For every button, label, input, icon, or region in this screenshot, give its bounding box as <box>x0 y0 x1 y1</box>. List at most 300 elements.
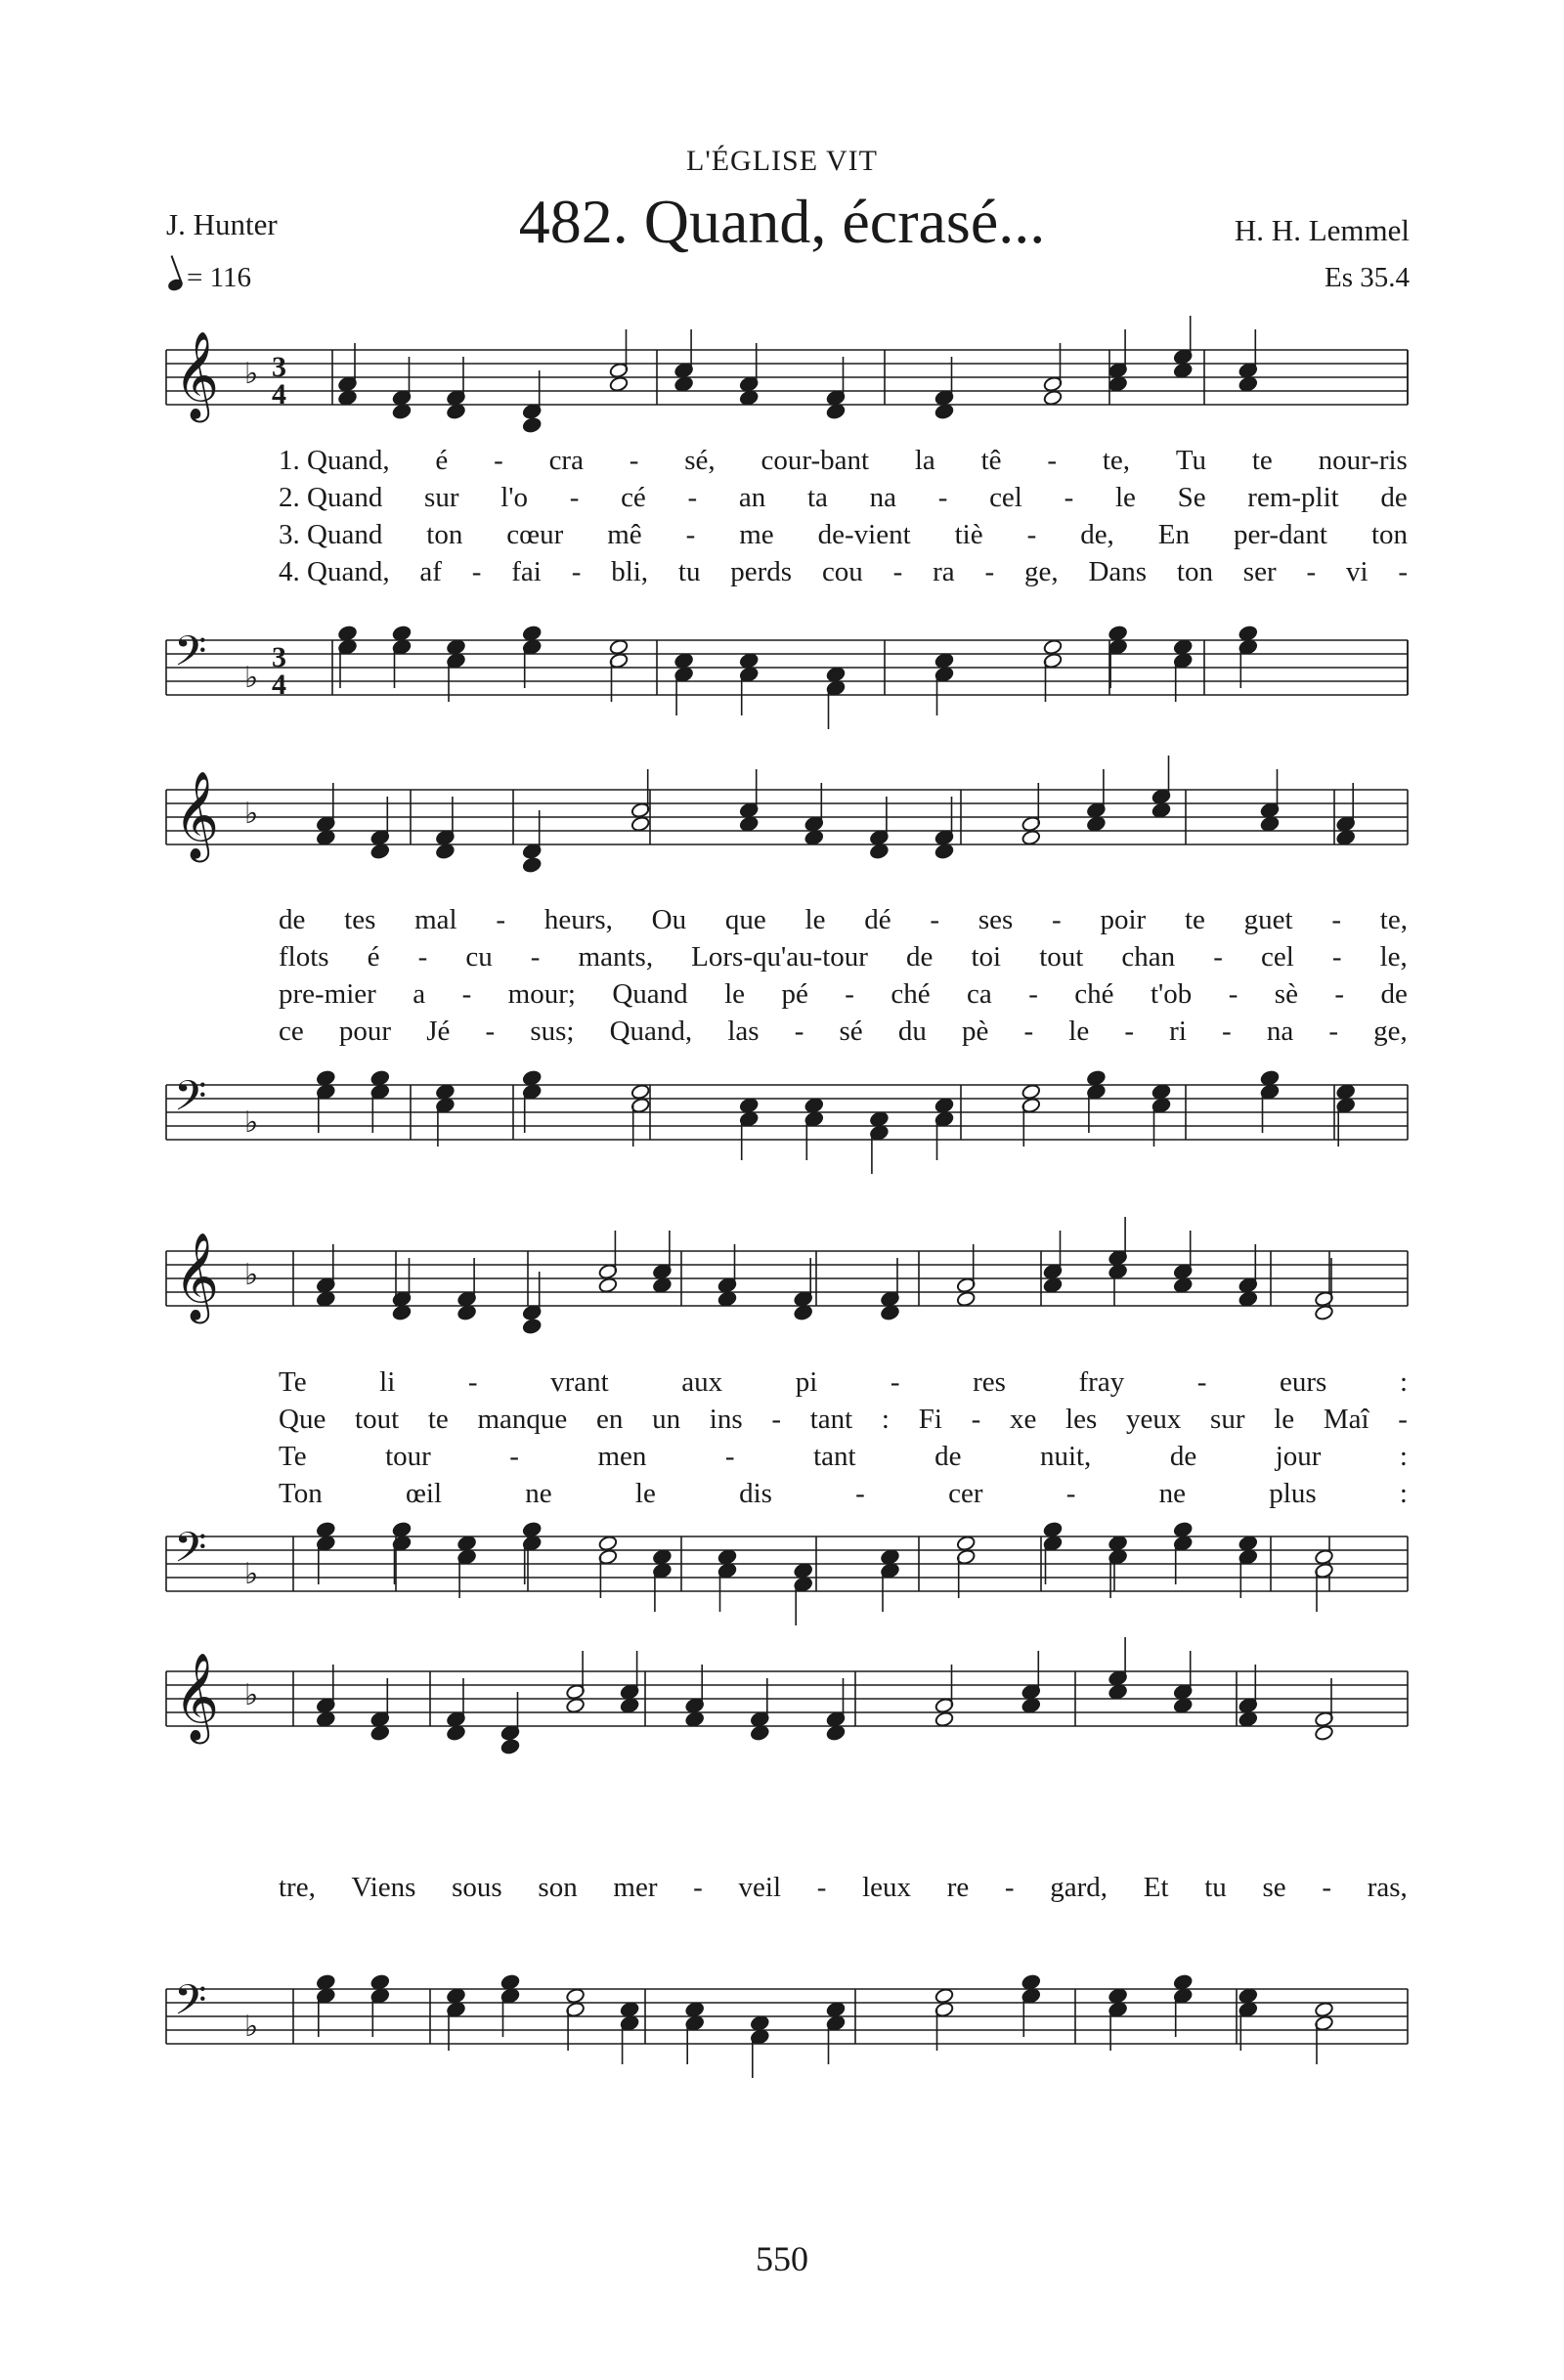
lyric-syllable: son <box>538 1872 578 1903</box>
notehead <box>630 1083 650 1100</box>
notehead <box>316 1069 335 1086</box>
composer: J. Hunter <box>166 207 278 241</box>
lyric-syllable: dis <box>739 1478 772 1509</box>
lyric-syllable: - <box>509 1441 519 1472</box>
lyric-syllable: Ou <box>651 904 687 935</box>
lyric-syllable: : <box>881 1404 890 1435</box>
lyric-syllable: - <box>1331 941 1342 973</box>
lyric-syllable: tes <box>344 904 376 935</box>
notehead <box>522 1069 542 1086</box>
lyric-line-verse-1 <box>279 1872 1408 1904</box>
lyric-syllable: te, <box>1102 445 1131 476</box>
lyric-syllable: veil <box>738 1872 782 1903</box>
notehead <box>750 2014 769 2031</box>
lyric-syllable: ins <box>709 1404 743 1435</box>
lyric-syllable: cu <box>465 941 493 973</box>
notehead <box>934 652 954 669</box>
notehead <box>620 2001 639 2017</box>
lyric-syllable: - <box>1213 941 1223 973</box>
notehead <box>337 625 357 641</box>
key-signature-flat-icon: ♭ <box>244 1678 259 1712</box>
notehead <box>1238 1535 1258 1551</box>
notehead <box>1336 1083 1356 1100</box>
treble-clef-icon: 𝄞 <box>174 1653 220 1741</box>
treble-clef-icon: 𝄞 <box>174 771 220 859</box>
lyricist: H. H. Lemmel <box>1234 213 1410 247</box>
lyric-line-verse-2 <box>279 1404 1408 1436</box>
lyric-syllable: mour; <box>507 978 576 1010</box>
lyric-syllable: - <box>485 1016 496 1047</box>
lyric-syllable: sé, <box>684 445 716 476</box>
lyric-syllable: t'ob <box>1150 978 1193 1010</box>
notehead <box>1108 625 1128 641</box>
notehead <box>826 1724 846 1741</box>
lyric-syllable: - <box>494 445 503 476</box>
lyric-syllable: - <box>1052 904 1062 935</box>
lyric-syllable: tour <box>385 1441 431 1472</box>
lyric-syllable: la <box>914 445 935 476</box>
lyric-syllable: ché <box>891 978 931 1010</box>
lyric-syllable: ras, <box>1367 1872 1408 1903</box>
lyric-syllable: cé <box>621 482 646 513</box>
lyric-syllable: - <box>1334 978 1345 1010</box>
lyric-syllable: res <box>973 1366 1006 1398</box>
notehead <box>869 1110 889 1127</box>
lyric-syllable: Ton <box>279 1478 323 1509</box>
lyric-syllable: ser <box>1242 556 1277 587</box>
time-signature-numerator: 3 <box>272 641 286 673</box>
lyric-line-verse-4 <box>279 1016 1408 1048</box>
key-signature-flat-icon: ♭ <box>244 1258 259 1292</box>
notehead <box>1314 1724 1333 1741</box>
bass-clef-icon: 𝄢 <box>174 627 207 686</box>
lyric-syllable: sur <box>424 482 459 513</box>
notehead <box>522 416 542 433</box>
lyric-syllable: nour-ris <box>1318 445 1408 476</box>
notehead <box>1173 1697 1193 1713</box>
lyric-syllable: tiè <box>954 519 983 550</box>
lyric-syllable: - <box>1398 1404 1408 1435</box>
lyric-syllable: cel <box>1260 941 1294 973</box>
notehead <box>739 652 759 669</box>
notehead <box>337 389 357 406</box>
lyric-syllable: Que <box>279 1404 326 1435</box>
notehead <box>652 1277 672 1293</box>
lyric-syllable: ses <box>978 904 1014 935</box>
lyric-syllable: eurs <box>1280 1366 1327 1398</box>
notehead <box>1043 389 1063 406</box>
lyric-line-verse-3 <box>279 978 1408 1011</box>
notehead <box>370 843 390 859</box>
lyric-syllable: guet <box>1243 904 1293 935</box>
notehead <box>1260 815 1280 832</box>
lyric-syllable: sur <box>1210 1404 1245 1435</box>
key-signature-flat-icon: ♭ <box>244 661 259 695</box>
notehead <box>934 1097 954 1113</box>
lyric-syllable: cel <box>989 482 1022 513</box>
notehead <box>1314 1304 1333 1320</box>
lyric-syllable: plus <box>1269 1478 1317 1509</box>
lyric-syllable: - <box>845 978 854 1010</box>
lyric-syllable: ce <box>279 1016 304 1047</box>
lyric-syllable: Viens <box>351 1872 416 1903</box>
lyric-syllable: - <box>417 941 428 973</box>
lyric-syllable: heurs, <box>543 904 613 935</box>
notehead <box>1238 1987 1258 2004</box>
lyric-syllable: : <box>1399 1366 1408 1398</box>
lyric-syllable: gard, <box>1050 1872 1108 1903</box>
lyric-syllable: - <box>771 1404 782 1435</box>
lyric-syllable: Se <box>1177 482 1206 513</box>
lyric-syllable: rem-plit <box>1247 482 1339 513</box>
lyric-syllable: fai <box>511 556 542 587</box>
lyric-syllable: de <box>1169 1441 1197 1472</box>
notehead <box>435 1083 455 1100</box>
notehead <box>880 1304 899 1320</box>
lyric-syllable: - <box>569 482 580 513</box>
lyric-syllable: du <box>897 1016 927 1047</box>
notehead <box>934 403 954 419</box>
notehead <box>522 856 542 873</box>
lyric-syllable: per-dant <box>1233 519 1327 550</box>
key-signature-flat-icon: ♭ <box>244 797 259 831</box>
lyric-syllable: ne <box>1158 1478 1187 1509</box>
lyric-syllable: ton <box>1176 556 1213 587</box>
lyric-syllable: - <box>1028 978 1038 1010</box>
notehead <box>392 1304 412 1320</box>
notehead <box>1086 815 1106 832</box>
lyric-syllable: - <box>693 1872 703 1903</box>
lyric-syllable: de, <box>1080 519 1114 550</box>
lyric-syllable: le <box>804 904 826 935</box>
notehead <box>609 638 629 655</box>
lyric-syllable: pi <box>795 1366 818 1398</box>
notehead <box>826 2001 846 2017</box>
notehead <box>435 843 455 859</box>
lyric-syllable: En <box>1157 519 1190 550</box>
lyric-line-verse-1 <box>279 445 1408 477</box>
notehead <box>794 1304 813 1320</box>
notehead <box>717 1290 737 1307</box>
lyric-syllable: - <box>1331 904 1342 935</box>
lyric-syllable: le <box>1068 1016 1090 1047</box>
scripture-reference: Es 35.4 <box>1325 262 1410 293</box>
lyric-syllable: ché <box>1074 978 1114 1010</box>
lyric-syllable: Et <box>1143 1872 1169 1903</box>
notehead <box>392 1521 412 1537</box>
notehead <box>739 815 759 832</box>
lyric-syllable: - <box>1398 556 1408 587</box>
notehead <box>1021 1973 1041 1990</box>
lyric-syllable: tu <box>1204 1872 1227 1903</box>
notehead <box>1336 829 1356 845</box>
lyric-syllable: - <box>471 556 482 587</box>
lyric-syllable: le <box>1114 482 1136 513</box>
lyric-syllable: - <box>971 1404 981 1435</box>
lyric-line-verse-1 <box>279 904 1408 936</box>
lyric-syllable: - <box>1196 1366 1207 1398</box>
notehead <box>500 1738 520 1754</box>
notehead <box>685 1710 705 1727</box>
lyric-syllable: - <box>1023 1016 1034 1047</box>
lyric-syllable: - <box>530 941 541 973</box>
lyric-syllable: an <box>738 482 766 513</box>
lyric-syllable: - <box>1328 1016 1339 1047</box>
notehead <box>804 829 824 845</box>
lyric-syllable: chan <box>1121 941 1176 973</box>
lyric-syllable: ge, <box>1024 556 1059 587</box>
lyric-syllable: te <box>427 1404 449 1435</box>
lyric-syllable: 4. Quand, <box>279 556 390 587</box>
notehead <box>370 1973 390 1990</box>
lyric-syllable: cou <box>821 556 863 587</box>
lyric-syllable: sè <box>1274 978 1298 1010</box>
lyric-syllable: na <box>869 482 896 513</box>
notehead <box>446 1724 465 1741</box>
time-signature-denominator: 4 <box>272 669 286 701</box>
lyric-line-verse-4 <box>279 556 1408 588</box>
notehead <box>826 403 846 419</box>
lyric-syllable: - <box>794 1016 804 1047</box>
lyric-syllable: me <box>739 519 774 550</box>
notehead <box>316 1521 335 1537</box>
notehead <box>522 1318 542 1334</box>
lyric-syllable: tout <box>355 1404 400 1435</box>
notehead <box>1021 829 1041 845</box>
lyric-syllable: - <box>461 978 472 1010</box>
lyric-syllable: a <box>413 978 426 1010</box>
lyric-syllable: de <box>1380 978 1408 1010</box>
time-signature-denominator: 4 <box>272 378 286 411</box>
lyric-syllable: - <box>892 556 903 587</box>
notehead <box>1108 1683 1128 1700</box>
lyric-syllable: - <box>1047 445 1058 476</box>
lyric-syllable: flots <box>279 941 329 973</box>
lyric-syllable: li <box>379 1366 396 1398</box>
lyric-syllable: - <box>984 556 995 587</box>
lyric-syllable: xe <box>1009 1404 1037 1435</box>
notehead <box>674 652 694 669</box>
treble-clef-icon: 𝄞 <box>174 331 220 419</box>
lyric-syllable: perds <box>730 556 793 587</box>
lyric-syllable: cer <box>948 1478 983 1509</box>
lyric-syllable: - <box>571 556 582 587</box>
notehead <box>674 375 694 392</box>
notehead <box>1238 625 1258 641</box>
notehead <box>1238 1290 1258 1307</box>
notehead <box>1173 1973 1193 1990</box>
notehead <box>1108 1263 1128 1279</box>
lyric-syllable: te <box>1251 445 1273 476</box>
notehead <box>794 1562 813 1579</box>
notehead <box>598 1535 618 1551</box>
lyric-line-verse-2 <box>279 482 1408 514</box>
lyric-syllable: re <box>946 1872 970 1903</box>
lyric-syllable: : <box>1399 1441 1408 1472</box>
lyric-syllable: na <box>1266 1016 1294 1047</box>
lyric-syllable: vrant <box>550 1366 609 1398</box>
lyric-syllable: se <box>1262 1872 1286 1903</box>
lyric-syllable: fray <box>1078 1366 1125 1398</box>
lyric-syllable: de <box>906 941 934 973</box>
lyric-syllable: leux <box>862 1872 912 1903</box>
notehead <box>934 1710 954 1727</box>
bass-clef-icon: 𝄢 <box>174 1072 207 1131</box>
lyric-syllable: ton <box>426 519 463 550</box>
notehead <box>316 1710 335 1727</box>
notehead <box>1151 1083 1171 1100</box>
lyric-syllable: - <box>629 445 639 476</box>
lyric-syllable: ta <box>806 482 828 513</box>
lyric-syllable: ge, <box>1373 1016 1408 1047</box>
lyric-syllable: Lors-qu'au-tour <box>691 941 868 973</box>
lyric-syllable: - <box>1065 1478 1076 1509</box>
notehead <box>1238 1710 1258 1727</box>
lyric-syllable: ton <box>1370 519 1408 550</box>
tempo-value: = 116 <box>187 262 252 293</box>
lyric-syllable: le <box>634 1478 656 1509</box>
lyric-syllable: pè <box>961 1016 989 1047</box>
lyric-syllable: é <box>367 941 380 973</box>
section-heading: L'ÉGLISE VIT <box>686 145 878 177</box>
notehead <box>956 1535 976 1551</box>
notehead <box>1108 1535 1128 1551</box>
lyric-syllable: le <box>1274 1404 1295 1435</box>
notehead <box>1021 1083 1041 1100</box>
notehead <box>522 625 542 641</box>
lyric-syllable: ri <box>1169 1016 1187 1047</box>
lyric-syllable: af <box>419 556 442 587</box>
lyric-syllable: Te <box>279 1366 307 1398</box>
lyric-syllable: le, <box>1379 941 1408 973</box>
lyric-syllable: dé <box>864 904 891 935</box>
lyric-syllable: de-vient <box>817 519 911 550</box>
notehead <box>620 1697 639 1713</box>
notehead <box>1043 638 1063 655</box>
lyric-syllable: sous <box>452 1872 502 1903</box>
notehead <box>1173 1277 1193 1293</box>
lyric-syllable: de <box>279 904 306 935</box>
notehead <box>566 1987 586 2004</box>
lyric-syllable: Jé <box>426 1016 451 1047</box>
lyric-syllable: te <box>1184 904 1205 935</box>
lyric-syllable: : <box>1399 1478 1408 1509</box>
notehead <box>956 1290 976 1307</box>
notehead <box>316 829 335 845</box>
notehead <box>685 2001 705 2017</box>
lyric-syllable: Tu <box>1175 445 1207 476</box>
lyric-syllable: é <box>435 445 449 476</box>
lyric-syllable: men <box>597 1441 647 1472</box>
lyric-syllable: en <box>596 1404 624 1435</box>
lyric-syllable: - <box>724 1441 735 1472</box>
lyric-syllable: - <box>1004 1872 1015 1903</box>
lyric-syllable: - <box>890 1366 900 1398</box>
lyric-line-verse-3 <box>279 1441 1408 1473</box>
notehead <box>826 666 846 682</box>
lyric-syllable: nuit, <box>1039 1441 1092 1472</box>
lyric-syllable: ne <box>525 1478 552 1509</box>
notehead <box>1173 362 1193 378</box>
lyric-syllable: Maî <box>1323 1404 1369 1435</box>
lyric-syllable: las <box>727 1016 760 1047</box>
lyric-syllable: sé <box>839 1016 863 1047</box>
lyric-syllable: toi <box>971 941 1002 973</box>
lyric-syllable: cœur <box>506 519 564 550</box>
lyric-syllable: de <box>1380 482 1408 513</box>
notehead <box>316 1973 335 1990</box>
lyric-syllable: poir <box>1100 904 1147 935</box>
notehead <box>1238 375 1258 392</box>
notehead <box>370 1724 390 1741</box>
lyric-line-verse-1 <box>279 1366 1408 1399</box>
lyric-syllable: de <box>934 1441 962 1472</box>
lyric-syllable: tant <box>813 1441 856 1472</box>
notehead <box>566 1697 586 1713</box>
notehead <box>457 1535 477 1551</box>
lyric-syllable: - <box>496 904 506 935</box>
lyric-syllable: Te <box>279 1441 307 1472</box>
notehead <box>739 389 759 406</box>
lyric-syllable: - <box>1228 978 1238 1010</box>
lyric-syllable: - <box>1322 1872 1331 1903</box>
notehead <box>1314 1548 1333 1565</box>
lyric-syllable: tu <box>677 556 701 587</box>
notehead <box>446 403 465 419</box>
lyric-syllable: pour <box>338 1016 392 1047</box>
notehead <box>598 1277 618 1293</box>
notehead <box>630 815 650 832</box>
lyric-syllable: ca <box>967 978 992 1010</box>
notehead <box>1043 1521 1063 1537</box>
lyric-syllable: pre-mier <box>279 978 376 1010</box>
lyric-syllable: manque <box>477 1404 568 1435</box>
lyric-syllable: - <box>1222 1016 1232 1047</box>
lyric-syllable: que <box>724 904 766 935</box>
notehead <box>934 1987 954 2004</box>
notehead <box>1086 1069 1106 1086</box>
bass-clef-icon: 𝄢 <box>174 1524 207 1582</box>
lyric-syllable: sus; <box>530 1016 575 1047</box>
lyric-syllable: yeux <box>1125 1404 1182 1435</box>
lyric-syllable: - <box>855 1478 865 1509</box>
lyric-syllable: mants, <box>578 941 654 973</box>
notehead <box>316 1290 335 1307</box>
lyric-syllable: mê <box>607 519 642 550</box>
treble-clef-icon: 𝄞 <box>174 1233 220 1320</box>
notehead <box>1043 1277 1063 1293</box>
lyric-syllable: 2. Quand <box>279 482 383 513</box>
notehead <box>500 1973 520 1990</box>
lyric-syllable: vi <box>1345 556 1368 587</box>
key-signature-flat-icon: ♭ <box>244 2010 259 2044</box>
bass-clef-icon: 𝄢 <box>174 1976 207 2035</box>
notehead <box>1108 1987 1128 2004</box>
notehead <box>370 1069 390 1086</box>
notehead <box>1151 801 1171 818</box>
lyric-syllable: - <box>1306 556 1317 587</box>
lyric-syllable: - <box>930 904 940 935</box>
lyric-syllable: aux <box>681 1366 723 1398</box>
notehead <box>1260 1069 1280 1086</box>
lyric-syllable: - <box>467 1366 478 1398</box>
lyric-syllable: Quand <box>612 978 688 1010</box>
lyric-syllable: œil <box>405 1478 443 1509</box>
lyric-syllable: mer <box>613 1872 658 1903</box>
lyric-syllable: - <box>687 482 698 513</box>
notehead <box>446 638 465 655</box>
lyric-syllable: - <box>1064 482 1074 513</box>
